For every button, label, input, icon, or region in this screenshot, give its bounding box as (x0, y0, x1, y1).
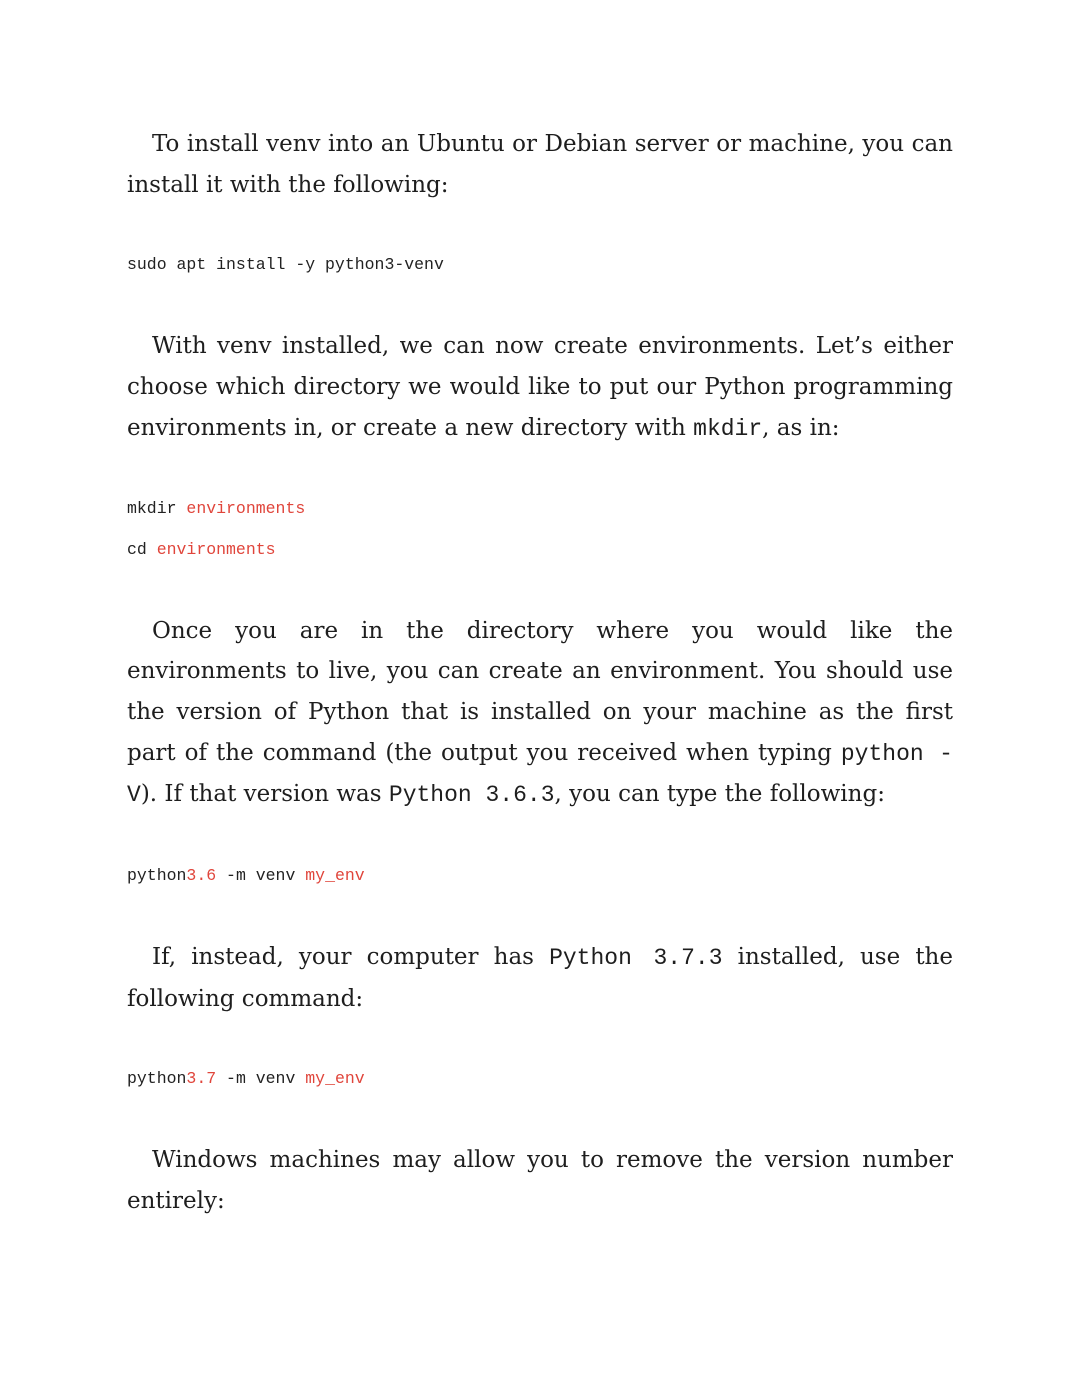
spacer (127, 286, 953, 326)
text: With venv installed, we can now create environments. Let’s either choose which directory we would like to put our Python programming environments in, or create a new directory with (127, 333, 953, 441)
inline-code-python-version: Python 3.6.3 (388, 782, 555, 809)
code-token: mkdir (127, 499, 187, 519)
code-token-highlight: environments (156, 539, 276, 559)
spacer (127, 449, 953, 489)
code-token: python (127, 1069, 187, 1089)
text: , you can type the following: (554, 781, 885, 808)
code-token-highlight: 3.6 (186, 866, 217, 886)
text: ). If that version was (140, 781, 389, 808)
code-line (127, 530, 953, 571)
code-line: sudo apt install -y python3-venv (127, 255, 444, 275)
text: , as in: (762, 414, 840, 441)
inline-code-python-v: python -V (127, 740, 953, 809)
code-token-highlight: my_env (305, 866, 365, 886)
code-line (127, 489, 953, 530)
spacer (127, 1019, 953, 1059)
text: Once you are in the directory where you would like the environments to live, you can create an environment. You should use the version of Python that is installed on your machine as the first part of the command (the output you received when typing (127, 617, 953, 766)
text: If, instead, your computer has (152, 943, 550, 970)
paragraph-python37 (127, 937, 953, 1019)
text: installed, use the following command: (127, 943, 953, 1012)
paragraph-install-venv (127, 124, 953, 205)
paragraph-windows (127, 1140, 953, 1221)
code-token: python (127, 866, 187, 886)
code-token-highlight: my_env (305, 1069, 365, 1089)
inline-code-mkdir: mkdir (693, 415, 763, 442)
spacer (127, 571, 953, 611)
code-token-highlight: 3.7 (186, 1069, 217, 1089)
spacer (127, 816, 953, 856)
code-block-python37 (127, 1059, 953, 1100)
code-block-mkdir (127, 489, 953, 570)
code-token-highlight: environments (186, 499, 306, 519)
inline-code-python-version: Python 3.7.3 (549, 944, 723, 971)
code-token: cd (127, 539, 157, 559)
text: Windows machines may allow you to remove the version number entirely: (127, 1146, 953, 1214)
spacer (127, 897, 953, 937)
spacer (127, 205, 953, 245)
spacer (127, 1100, 953, 1140)
document-page (127, 124, 953, 1221)
paragraph-create-environments (127, 326, 953, 449)
code-token: -m venv (216, 1069, 306, 1089)
paragraph-create-environment (127, 611, 953, 817)
code-block-python36 (127, 856, 953, 897)
code-block-apt-install (127, 245, 953, 286)
text: To install venv into an Ubuntu or Debian server or machine, you can install it with the following: (127, 131, 953, 198)
code-token: -m venv (216, 866, 306, 886)
